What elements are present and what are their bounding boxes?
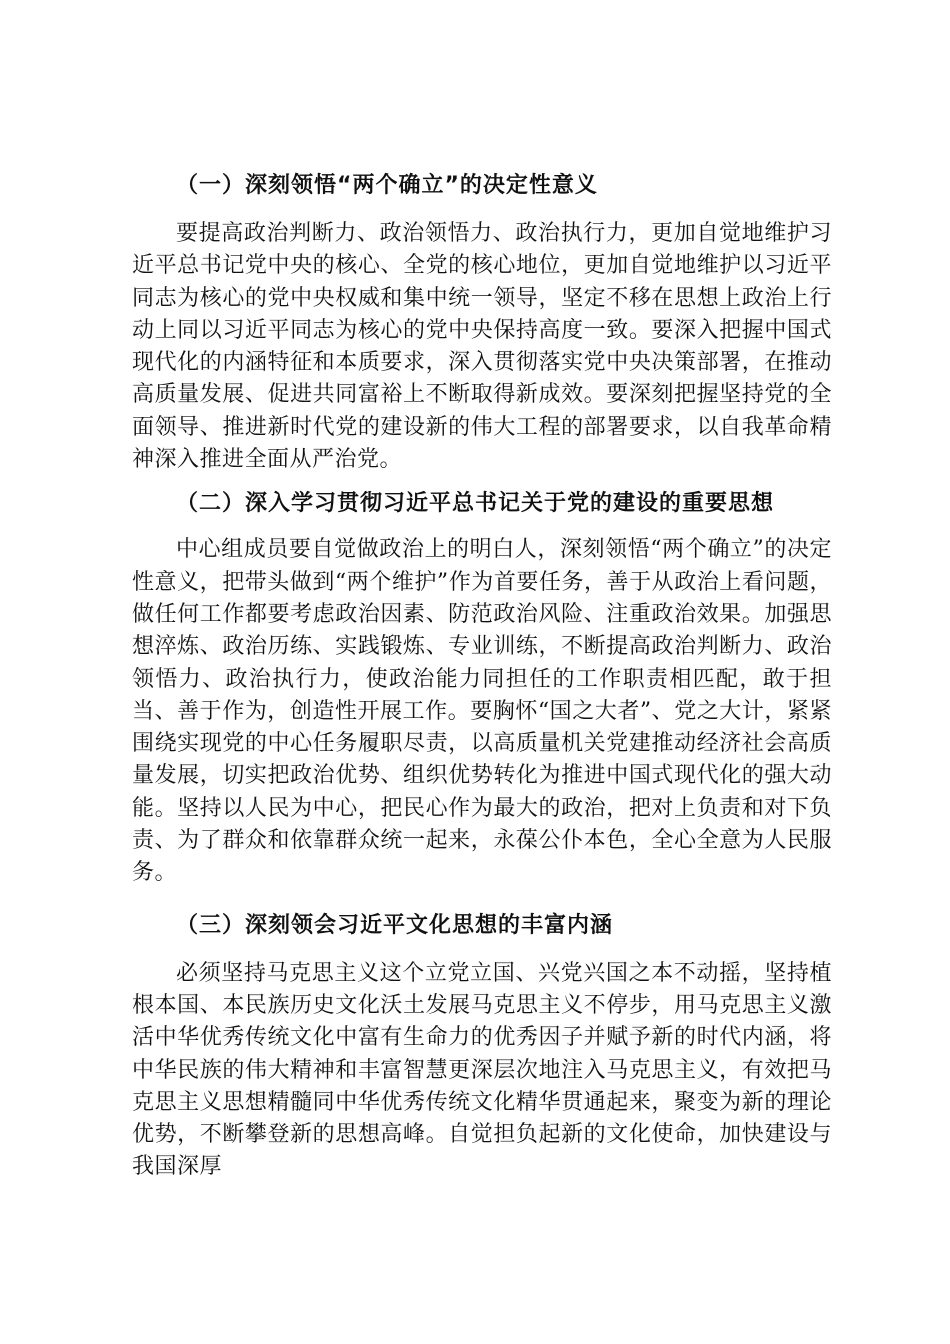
section-paragraph-2: 中心组成员要自觉做政治上的明白人，深刻领悟“两个确立”的决定性意义，把带头做到“两个维护”作为首要任务，善于从政治上看问题，做任何工作都要考虑政治因素、防范政治风险、注重政治效果。加强思想淬炼、政治历练、实践锻炼、专业训练，不断提高政治判断力、政治领悟力、政治执行力，使政治能力同担任的工作职责相匹配，敢于担当、善于作为，创造性开展工作。要胸怀“国之大者”、党之大计，紧紧围绕实现党的中心任务履职尽责，以高质量机关党建推动经济社会高质量发展，切实把政治优势、组织优势转化为推进中国式现代化的强大动能。坚持以人民为中心，把民心作为最大的政治，把对上负责和对下负责、为了群众和依靠群众统一起来，永葆公仆本色，全心全意为人民服务。 <box>132 537 832 886</box>
section-paragraph-3: 必须坚持马克思主义这个立党立国、兴党兴国之本不动摇，坚持植根本国、本民族历史文化沃土发展马克思主义不停步，用马克思主义激活中华优秀传统文化中富有生命力的优秀因子并赋予新的时代内涵，将中华民族的伟大精神和丰富智慧更深层次地注入马克思主义，有效把马克思主义思想精髓同中华优秀传统文化精华贯通起来，聚变为新的理论优势，不断攀登新的思想高峰。自觉担负起新的文化使命，加快建设与我国深厚 <box>132 960 832 1180</box>
section-heading-3: （三）深刻领会习近平文化思想的丰富内涵 <box>176 912 614 938</box>
document-page <box>132 168 832 1184</box>
section-heading-1: （一）深刻领悟“两个确立”的决定性意义 <box>176 173 598 198</box>
section-paragraph-1: 要提高政治判断力、政治领悟力、政治执行力，更加自觉地维护习近平总书记党中央的核心、全党的核心地位，更加自觉地维护以习近平同志为核心的党中央权威和集中统一领导，坚定不移在思想上政治上行动上同以习近平同志为核心的党中央保持高度一致。要深入把握中国式现代化的内涵特征和本质要求，深入贯彻落实党中央决策部署，在推动高质量发展、促进共同富裕上不断取得新成效。要深刻把握坚持党的全面领导、推进新时代党的建设新的伟大工程的部署要求，以自我革命精神深入推进全面从严治党。 <box>132 221 832 473</box>
section-heading-2: （二）深入学习贯彻习近平总书记关于党的建设的重要思想 <box>176 491 775 517</box>
